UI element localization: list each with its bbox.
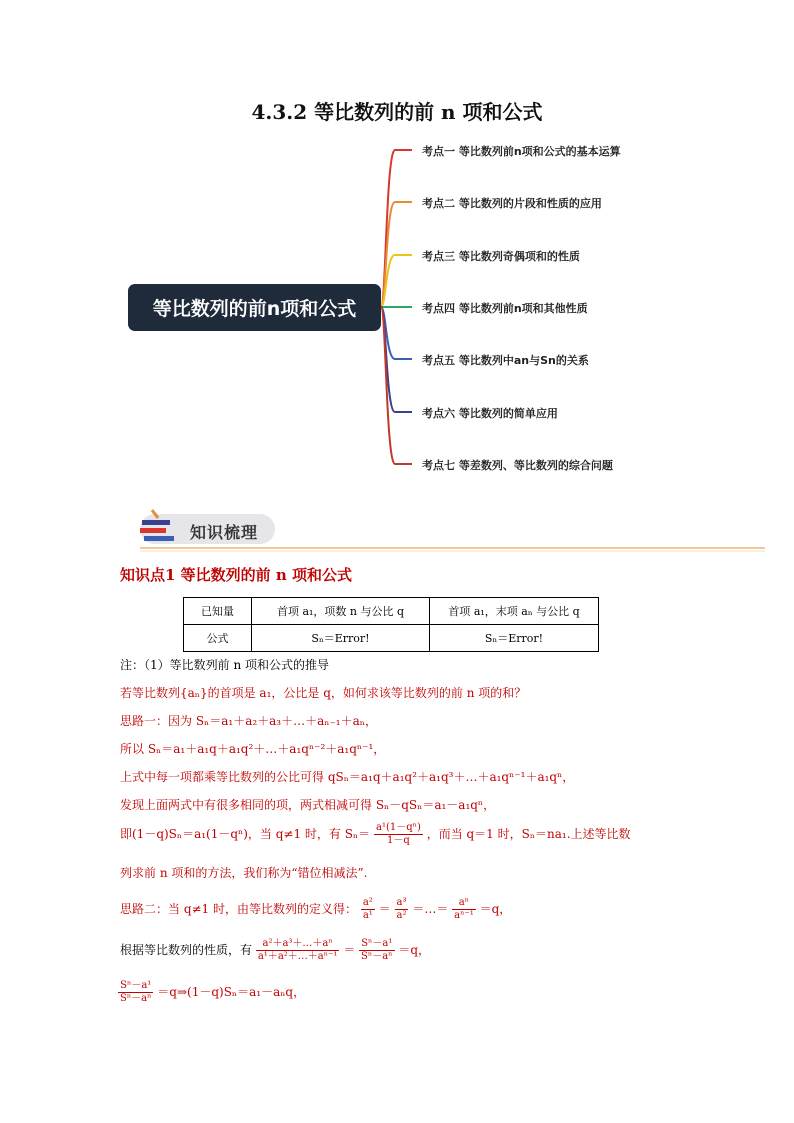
text-segment: ＝…＝ xyxy=(412,902,449,916)
fraction-denominator: a¹＋a²＋…＋aⁿ⁻¹ xyxy=(257,951,338,962)
text-segment: ＝q， xyxy=(479,902,512,916)
text-segment: 即(1－q)Sₙ＝a₁(1－qⁿ)，当 q≠1 时，有 Sₙ＝ xyxy=(120,827,371,841)
table-cell: Sₙ＝Error! xyxy=(252,625,430,652)
mindmap-branch-5: 考点五 等比数列中an与Sn的关系 xyxy=(422,354,589,367)
fraction-denominator: aⁿ⁻¹ xyxy=(454,910,474,921)
fraction-numerator: a²＋a³＋…＋aⁿ xyxy=(256,938,340,951)
mindmap-branch-3: 考点三 等比数列奇偶项和的性质 xyxy=(422,250,580,263)
fraction-numerator: a² xyxy=(362,897,373,908)
fraction-denominator: Sⁿ－aⁿ xyxy=(361,951,393,962)
text-line-9 xyxy=(120,938,430,963)
note-line: 注：（1）等比数列前 n 项和公式的推导 xyxy=(120,658,329,672)
text-line-2: 思路一：因为 Sₙ＝a₁＋a₂＋a₃＋…＋aₙ₋₁＋aₙ， xyxy=(120,714,377,728)
text-line-8 xyxy=(120,897,511,922)
mindmap-branch-4: 考点四 等比数列前n项和其他性质 xyxy=(422,302,588,315)
fraction xyxy=(395,897,409,922)
text-line-3: 所以 Sₙ＝a₁＋a₁q＋a₁q²＋…＋a₁qⁿ⁻²＋a₁qⁿ⁻¹， xyxy=(120,742,386,756)
fraction xyxy=(374,822,423,847)
fraction-denominator: 1－q xyxy=(387,835,410,846)
fraction-numerator: a¹(1－qⁿ) xyxy=(375,822,421,833)
mindmap-branch-6: 考点六 等比数列的简单应用 xyxy=(422,407,558,420)
fraction xyxy=(359,938,394,963)
table-cell: 公式 xyxy=(184,625,252,652)
mindmap-connectors xyxy=(0,0,794,500)
formula-table xyxy=(183,597,599,652)
fraction-numerator: a³ xyxy=(396,897,407,908)
fraction xyxy=(118,980,153,1005)
text-segment: 思路二：当 q≠1 时，由等比数列的定义得： xyxy=(120,902,358,916)
mindmap-root: 等比数列的前n项和公式 xyxy=(128,284,381,331)
section-banner-label: 知识梳理 xyxy=(190,523,259,542)
fraction-denominator: Sⁿ－aⁿ xyxy=(120,993,152,1004)
fraction-denominator: a² xyxy=(396,910,407,921)
text-line-1: 若等比数列{aₙ}的首项是 a₁，公比是 q，如何求该等比数列的前 n 项的和？ xyxy=(120,686,527,700)
table-cell: 首项 a₁，末项 aₙ 与公比 q xyxy=(430,598,599,625)
page-title: 4.3.2 等比数列的前 n 项和公式 xyxy=(251,100,543,124)
text-segment: ＝ xyxy=(378,902,391,916)
fraction-numerator: aⁿ xyxy=(452,897,476,910)
table-cell: 首项 a₁，项数 n 与公比 q xyxy=(252,598,430,625)
knowledge-point-title: 知识点1 等比数列的前 n 项和公式 xyxy=(120,566,353,584)
text-line-5: 发现上面两式中有很多相同的项，两式相减可得 Sₙ－qSₙ＝a₁－a₁qⁿ， xyxy=(120,798,496,812)
fraction-numerator: Sⁿ－a¹ xyxy=(359,938,394,951)
mindmap-branch-7: 考点七 等差数列、等比数列的综合问题 xyxy=(422,459,613,472)
text-segment: ，而当 q＝1 时，Sₙ＝na₁.上述等比数 xyxy=(426,827,631,841)
text-line-7: 列求前 n 项和的方法，我们称为“错位相减法”. xyxy=(120,866,368,880)
fraction-numerator: Sⁿ－a¹ xyxy=(118,980,153,993)
mindmap-branch-1: 考点一 等比数列前n项和公式的基本运算 xyxy=(422,145,621,158)
text-line-10 xyxy=(118,980,305,1005)
mindmap-branch-2: 考点二 等比数列的片段和性质的应用 xyxy=(422,197,602,210)
table-cell: 已知量 xyxy=(184,598,252,625)
text-segment: ＝ xyxy=(343,943,356,957)
text-segment: ＝q⇒(1－q)Sₙ＝a₁－aₙq， xyxy=(157,985,306,999)
text-line-6 xyxy=(120,822,631,847)
table-row xyxy=(184,598,599,625)
fraction xyxy=(256,938,340,963)
fraction xyxy=(361,897,375,922)
text-segment: 根据等比数列的性质，有 xyxy=(120,943,253,957)
text-line-4: 上式中每一项都乘等比数列的公比可得 qSₙ＝a₁q＋a₁q²＋a₁q³＋…＋a₁qⁿ⁻¹＋a₁qⁿ， xyxy=(120,770,575,784)
fraction-denominator: a¹ xyxy=(362,910,373,921)
table-cell: Sₙ＝Error! xyxy=(430,625,599,652)
text-segment: ＝q， xyxy=(398,943,431,957)
fraction xyxy=(452,897,476,922)
table-row xyxy=(184,625,599,652)
